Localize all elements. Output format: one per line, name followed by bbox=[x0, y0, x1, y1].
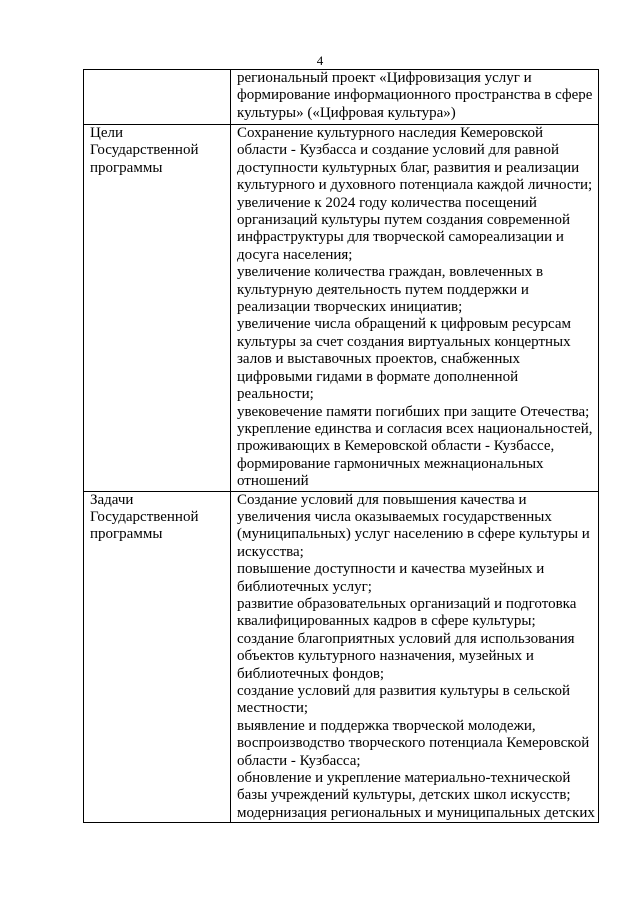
row-content-line: культурную деятельность путем поддержки и bbox=[237, 281, 529, 298]
row-content-line: инфраструктуры для творческой самореализации и bbox=[237, 229, 564, 246]
row-content-line: библиотечных услуг; bbox=[237, 578, 372, 595]
row-content-line: обновление и укрепление материально-технической bbox=[237, 770, 571, 787]
row-content-line: отношений bbox=[237, 473, 309, 490]
row-content-line: культуры» («Цифровая культура») bbox=[237, 104, 456, 121]
row-content-line: повышение доступности и качества музейных и bbox=[237, 561, 545, 578]
row-content-line: организаций культуры путем создания современной bbox=[237, 212, 571, 229]
row-content-line: увеличение количества граждан, вовлеченных в bbox=[237, 264, 544, 281]
row-content-line: Сохранение культурного наследия Кемеровской bbox=[237, 125, 544, 141]
row-label-line: программы bbox=[90, 526, 163, 543]
row-content-line: увеличения числа оказываемых государственных bbox=[237, 508, 552, 525]
row-content-line: Создание условий для повышения качества и bbox=[237, 491, 527, 508]
row-content-line: проживающих в Кемеровской области - Кузбассе, bbox=[237, 438, 555, 455]
row-content-line: реализации творческих инициатив; bbox=[237, 299, 463, 316]
row-content-line: досуга населения; bbox=[237, 246, 353, 263]
row-content-line: увековечение памяти погибших при защите Отечества; bbox=[237, 403, 590, 420]
row-label-line: Государственной bbox=[90, 508, 199, 525]
row-label-cell bbox=[84, 491, 231, 823]
row-content-line: увеличение числа обращений к цифровым ресурсам bbox=[237, 316, 571, 333]
row-content-line: воспроизводство творческого потенциала Кемеровской bbox=[237, 735, 590, 752]
row-content-line: цифровыми гидами в формате дополненной bbox=[237, 368, 519, 385]
row-label-line: программы bbox=[90, 159, 163, 176]
table-row-tasks bbox=[84, 491, 599, 823]
row-content-line: укрепление единства и согласия всех национальностей, bbox=[237, 420, 593, 437]
row-content-line: доступности культурных благ, развития и реализации bbox=[237, 159, 580, 176]
row-content-line: культуры за счет создания виртуальных концертных bbox=[237, 333, 571, 350]
row-content-line: реальности; bbox=[237, 386, 314, 403]
row-content-line: библиотечных фондов; bbox=[237, 665, 385, 682]
row-content-line: развитие образовательных организаций и подготовка bbox=[237, 595, 577, 612]
row-label-line: Цели bbox=[90, 125, 124, 141]
row-label-line: Задачи bbox=[90, 491, 134, 508]
row-content-line: области - Кузбасса; bbox=[237, 752, 361, 769]
row-content-line: региональный проект «Цифровизация услуг и bbox=[237, 70, 532, 86]
row-content-line: культурного и духовного потенциала каждой личности; bbox=[237, 177, 593, 194]
row-content-line: формирование информационного пространства в сфере bbox=[237, 87, 593, 104]
row-content-cell bbox=[231, 70, 599, 125]
row-content-line: искусства; bbox=[237, 543, 304, 560]
row-content-line: местности; bbox=[237, 700, 309, 717]
row-content-line: залов и выставочных проектов, снабженных bbox=[237, 351, 520, 368]
row-content-cell bbox=[231, 125, 599, 492]
table-body bbox=[84, 70, 599, 823]
table-row-project bbox=[84, 70, 599, 125]
row-content-line: формирование гармоничных межнациональных bbox=[237, 455, 544, 472]
row-content-line: области - Кузбасса и создание условий для равной bbox=[237, 142, 560, 159]
row-content-line: модернизация региональных и муниципальных детских bbox=[237, 804, 595, 821]
row-content-line: квалифицированных кадров в сфере культуры; bbox=[237, 613, 536, 630]
row-content-line: увеличение к 2024 году количества посещений bbox=[237, 194, 537, 211]
row-content-line: создание благоприятных условий для использования bbox=[237, 630, 575, 647]
row-content-cell bbox=[231, 491, 599, 823]
row-label-cell bbox=[84, 70, 231, 125]
row-label-cell bbox=[84, 125, 231, 492]
table-row-goals bbox=[84, 125, 599, 492]
row-content-line: объектов культурного назначения, музейных и bbox=[237, 648, 534, 665]
row-content-line: выявление и поддержка творческой молодежи, bbox=[237, 717, 536, 734]
program-passport-table bbox=[83, 69, 599, 823]
row-content-line: базы учреждений культуры, детских школ искусств; bbox=[237, 787, 571, 804]
row-content-line: (муниципальных) услуг населению в сфере культуры и bbox=[237, 526, 590, 543]
page-number: 4 bbox=[316, 53, 324, 68]
row-content-line: создание условий для развития культуры в сельской bbox=[237, 683, 571, 699]
row-label-line: Государственной bbox=[90, 142, 199, 159]
